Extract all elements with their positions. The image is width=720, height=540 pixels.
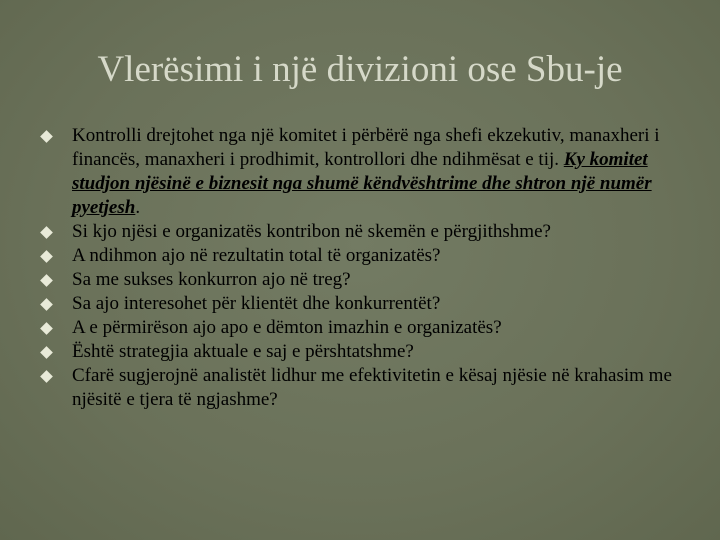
bullet-text: Sa ajo interesohet për klientët dhe konkurrentët? (72, 293, 441, 314)
bullet-text: Si kjo njësi e organizatës kontribon në skemën e përgjithshme? (72, 221, 551, 242)
bullet-item-3 (40, 244, 700, 268)
bullet-item-2 (40, 220, 700, 244)
bullet-item-5 (40, 292, 700, 316)
bullet-item-6 (40, 316, 700, 340)
diamond-bullet-icon (40, 274, 53, 287)
bullet-item-8 (40, 364, 700, 412)
diamond-bullet-icon (40, 346, 53, 359)
slide-title: Vlerësimi i një divizioni ose Sbu-je (97, 49, 623, 90)
diamond-bullet-icon (40, 226, 53, 239)
diamond-bullet-icon (40, 322, 53, 335)
diamond-bullet-icon (40, 298, 53, 311)
bullet-text: A ndihmon ajo në rezultatin total të organizatës? (72, 245, 441, 266)
bullet-text: Cfarë sugjerojnë analistët lidhur me efektivitetin e kësaj njësie në krahasim me njësitë e tjera të ngjashme? (72, 365, 672, 410)
bullet-item-1 (40, 124, 700, 220)
bullet-item-4 (40, 268, 700, 292)
bullet-text: Kontrolli drejtohet nga një komitet i përbërë nga shefi ekzekutiv, manaxheri i financës, manaxheri i prodhimit, kontrollori dhe ndihmësat e tij. (72, 125, 660, 170)
bullet-emphasis: Ky komitet studjon njësinë e biznesit nga shumë këndvështrime dhe shtron një numër pyetjesh (72, 149, 652, 218)
diamond-bullet-icon (40, 370, 53, 383)
bullet-text: Sa me sukses konkurron ajo në treg? (72, 269, 351, 290)
diamond-bullet-icon (40, 250, 53, 263)
bullet-list (40, 124, 700, 412)
bullet-text: A e përmirëson ajo apo e dëmton imazhin e organizatës? (72, 317, 502, 338)
diamond-bullet-icon (40, 130, 53, 143)
bullet-tail: . (135, 197, 141, 218)
bullet-text: Është strategjia aktuale e saj e përshtatshme? (72, 341, 414, 362)
bullet-item-7 (40, 340, 700, 364)
